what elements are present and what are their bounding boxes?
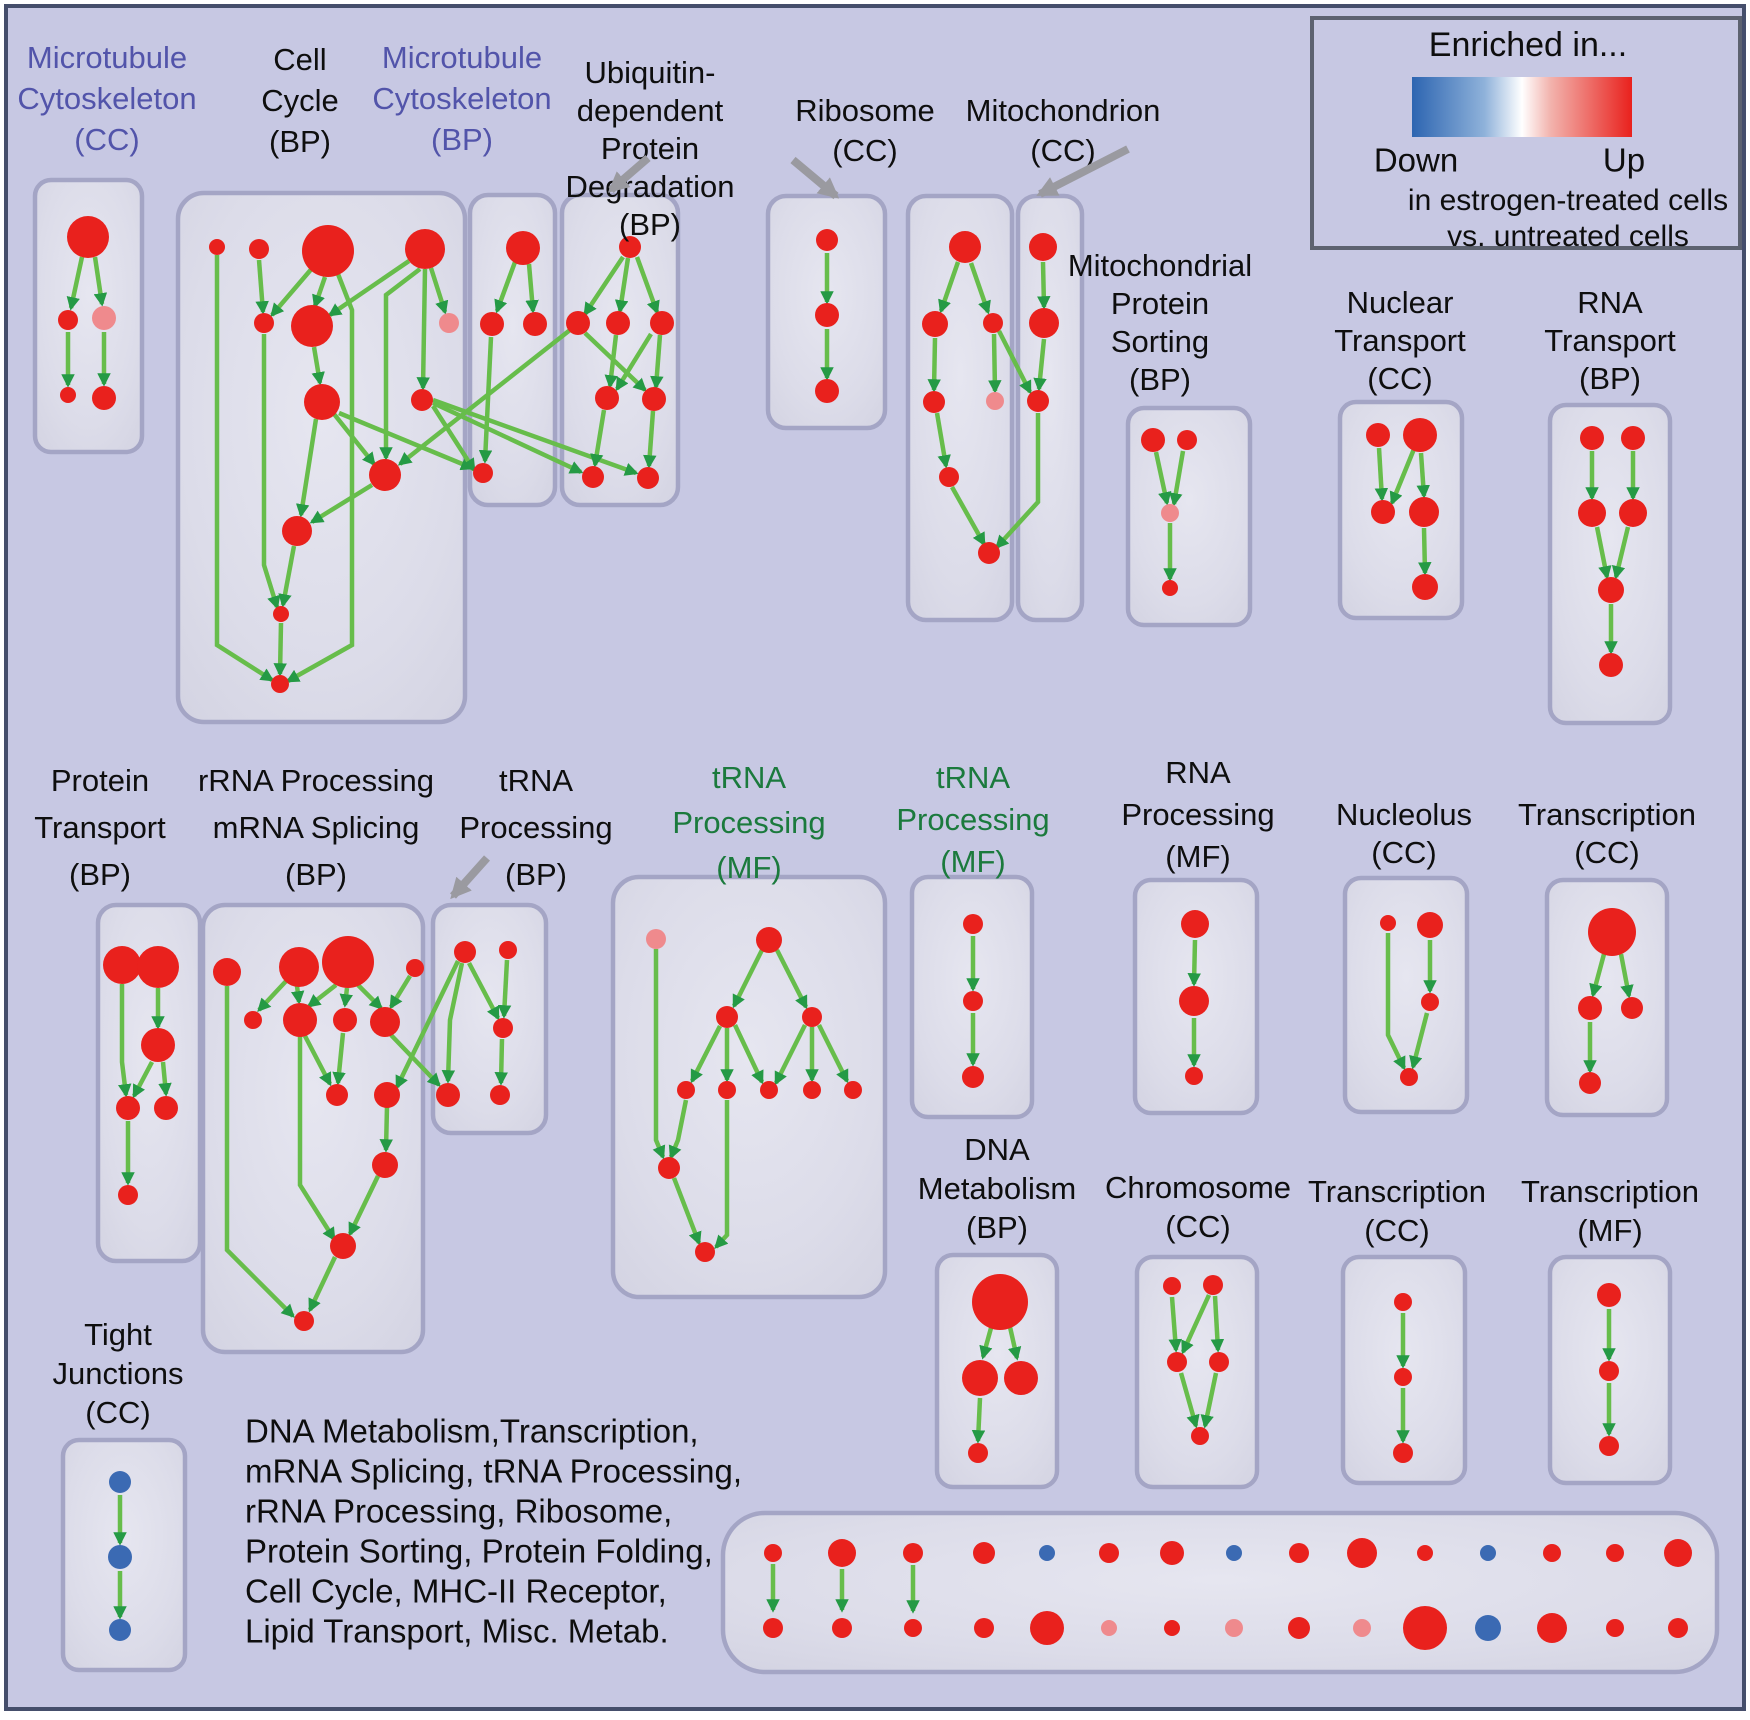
strip-node-bottom-red xyxy=(974,1618,994,1638)
go-term-node-red xyxy=(1177,430,1197,450)
annotation-line: mRNA Splicing, tRNA Processing, xyxy=(245,1452,743,1490)
strip-node-top-red xyxy=(1664,1539,1692,1567)
go-term-node-red xyxy=(249,239,269,259)
strip-node-bottom-red xyxy=(1164,1620,1180,1636)
go-term-node-red xyxy=(1029,308,1059,338)
go-term-node-red xyxy=(566,311,590,335)
go-term-node-red xyxy=(1366,423,1390,447)
go-term-node-red xyxy=(1403,418,1437,452)
go-term-node-red xyxy=(294,1311,314,1331)
edge-rna-processing-mf xyxy=(1194,940,1195,984)
go-term-node-red xyxy=(1599,1361,1619,1381)
cluster-label-transcription-mf: (MF) xyxy=(1577,1213,1643,1249)
strip-node-top-blue xyxy=(1480,1545,1496,1561)
cluster-label-transcription-mf: Transcription xyxy=(1520,1174,1700,1210)
edge-nuclear-transport xyxy=(1424,528,1425,573)
cluster-label-dna-metabolism: Metabolism xyxy=(917,1171,1077,1207)
go-term-node-red xyxy=(411,389,433,411)
cluster-label-cell-cycle: Cell xyxy=(273,42,327,78)
annotation-line: Protein Sorting, Protein Folding, xyxy=(245,1532,713,1570)
edge-cell-cycle xyxy=(423,269,425,388)
go-term-node-red xyxy=(962,1066,984,1088)
go-term-node-red xyxy=(756,927,782,953)
cluster-label-rna-transport: (BP) xyxy=(1579,361,1641,397)
go-term-node-red xyxy=(963,914,983,934)
cluster-label-tight-junctions: Junctions xyxy=(52,1356,184,1392)
cluster-label-mitochondrion: (CC) xyxy=(1030,133,1096,169)
go-term-node-red xyxy=(406,959,424,977)
go-term-node-red xyxy=(374,1082,400,1108)
cluster-label-rrna-processing-mrna-splicing: mRNA Splicing xyxy=(212,810,420,846)
go-term-node-red xyxy=(283,1003,317,1037)
cluster-label-trna-processing-bp: Processing xyxy=(459,810,613,846)
cluster-label-mitochondrion: Mitochondrion xyxy=(965,93,1161,129)
go-term-node-pink xyxy=(1161,504,1179,522)
cluster-box-chromosome xyxy=(1137,1257,1257,1487)
cluster-label-trna-processing-bp: (BP) xyxy=(505,857,567,893)
edge-protein-transport xyxy=(163,1062,166,1094)
go-term-node-red xyxy=(1185,1067,1203,1085)
go-term-node-pink xyxy=(646,929,666,949)
cluster-label-rna-processing-mf: (MF) xyxy=(1165,839,1231,875)
strip-node-bottom-red xyxy=(1403,1606,1447,1650)
go-term-node-red xyxy=(304,384,340,420)
cluster-label-rrna-processing-mrna-splicing: rRNA Processing xyxy=(197,763,435,799)
strip-node-top-red xyxy=(1543,1544,1561,1562)
go-term-node-red xyxy=(1597,1283,1621,1307)
strip-node-bottom-red xyxy=(1606,1619,1624,1637)
go-term-node-pink xyxy=(986,392,1004,410)
cluster-label-ubiquitin-degradation: Protein xyxy=(600,131,700,167)
cluster-label-cell-cycle: Cycle xyxy=(261,83,339,119)
go-term-node-red xyxy=(1400,1068,1418,1086)
strip-node-top-red xyxy=(1099,1543,1119,1563)
strip-node-bottom-red xyxy=(1668,1618,1688,1638)
go-term-node-red xyxy=(718,1081,736,1099)
go-term-node-red xyxy=(209,239,225,255)
cluster-label-rna-processing-mf: Processing xyxy=(1121,797,1275,833)
strip-node-top-red xyxy=(1606,1544,1624,1562)
go-term-node-red xyxy=(326,1084,348,1106)
go-term-node-blue xyxy=(109,1471,131,1493)
go-term-node-red xyxy=(116,1096,140,1120)
go-term-node-red xyxy=(760,1081,778,1099)
go-term-node-red xyxy=(1371,500,1395,524)
go-term-node-red xyxy=(333,1008,357,1032)
go-term-node-red xyxy=(1619,499,1647,527)
strip-node-top-blue xyxy=(1226,1545,1242,1561)
go-term-node-red xyxy=(473,463,493,483)
go-term-node-red xyxy=(1380,915,1396,931)
go-term-node-red xyxy=(1141,428,1165,452)
go-term-node-red xyxy=(1621,426,1645,450)
strip-node-top-blue xyxy=(1039,1545,1055,1561)
edge-rrna-processing-mrna-splicing xyxy=(345,988,347,1005)
go-term-node-red xyxy=(716,1006,738,1028)
cluster-label-protein-transport: (BP) xyxy=(69,857,131,893)
go-term-node-red xyxy=(405,229,445,269)
strip-node-bottom-red xyxy=(763,1618,783,1638)
go-term-node-red xyxy=(254,313,274,333)
go-term-node-red xyxy=(282,516,312,546)
go-term-node-red xyxy=(1394,1368,1412,1386)
strip-node-top-red xyxy=(1417,1545,1433,1561)
go-term-node-red xyxy=(1412,574,1438,600)
strip-node-bottom-red xyxy=(1537,1613,1567,1643)
legend-down-label: Down xyxy=(1373,141,1459,179)
strip-node-bottom-red xyxy=(832,1618,852,1638)
go-term-node-red xyxy=(923,391,945,413)
go-term-node-red xyxy=(1167,1352,1187,1372)
edge-ribosome xyxy=(994,334,995,391)
edge-rrna-processing-mrna-splicing xyxy=(297,986,299,1002)
cluster-label-trna-processing-mf-small: (MF) xyxy=(940,844,1006,880)
cluster-label-cell-cycle: (BP) xyxy=(269,124,331,160)
go-term-node-red xyxy=(1004,1361,1038,1395)
cluster-label-microtubule-cc: Cytoskeleton xyxy=(17,81,197,117)
go-term-node-red xyxy=(67,216,109,258)
go-term-node-red xyxy=(1599,1436,1619,1456)
go-term-node-red xyxy=(1621,997,1643,1019)
go-term-node-red xyxy=(815,303,839,327)
strip-node-bottom-pink xyxy=(1225,1619,1243,1637)
cluster-label-ribosome: (CC) xyxy=(832,133,898,169)
go-term-node-red xyxy=(1027,390,1049,412)
go-term-node-red xyxy=(506,231,540,265)
go-term-node-red xyxy=(322,936,374,988)
go-term-node-red xyxy=(103,946,141,984)
go-term-node-red xyxy=(330,1233,356,1259)
go-term-node-red xyxy=(1393,1443,1413,1463)
cluster-label-nuclear-transport: Transport xyxy=(1334,323,1466,359)
cluster-label-transcription-cc-mid: (CC) xyxy=(1574,835,1640,871)
strip-node-bottom-red xyxy=(1288,1617,1310,1639)
cluster-label-mitochondrial-protein-sorting: Protein xyxy=(1110,286,1210,322)
go-term-node-red xyxy=(279,947,319,987)
go-term-node-red xyxy=(962,1360,998,1396)
cluster-label-nuclear-transport: Nuclear xyxy=(1346,285,1454,321)
go-term-node-red xyxy=(1579,1072,1601,1094)
annotation-line: DNA Metabolism,Transcription, xyxy=(245,1412,699,1450)
cluster-label-ribosome: Ribosome xyxy=(795,93,935,129)
go-term-node-red xyxy=(815,379,839,403)
cluster-label-rrna-processing-mrna-splicing: (BP) xyxy=(285,857,347,893)
go-term-node-red xyxy=(1181,910,1209,938)
go-term-node-red xyxy=(1203,1275,1223,1295)
go-term-node-red xyxy=(480,312,504,336)
go-term-node-red xyxy=(844,1081,862,1099)
legend-subtitle-1: in estrogen-treated cells xyxy=(1407,183,1729,217)
edge-rrna-processing-mrna-splicing xyxy=(386,1106,387,1150)
go-term-node-red xyxy=(1162,580,1178,596)
cluster-label-ubiquitin-degradation: dependent xyxy=(576,93,724,129)
go-term-node-red xyxy=(436,1083,460,1107)
go-term-node-red xyxy=(273,606,289,622)
go-term-node-red xyxy=(154,1096,178,1120)
cluster-label-ubiquitin-degradation: Ubiquitin- xyxy=(584,55,716,91)
cluster-label-mitochondrial-protein-sorting: (BP) xyxy=(1129,362,1191,398)
go-term-node-red xyxy=(244,1011,262,1029)
cluster-label-trna-processing-bp: tRNA xyxy=(498,763,574,799)
go-term-node-red xyxy=(137,946,179,988)
go-term-node-red xyxy=(695,1242,715,1262)
go-term-node-red xyxy=(1421,993,1439,1011)
cluster-label-mitochondrial-protein-sorting: Sorting xyxy=(1110,324,1210,360)
strip-node-top-red xyxy=(1347,1538,1377,1568)
strip-node-top-red xyxy=(764,1544,782,1562)
cluster-label-transcription-cc-bottom: Transcription xyxy=(1307,1174,1487,1210)
go-term-node-red xyxy=(1598,577,1624,603)
go-term-node-red xyxy=(1394,1293,1412,1311)
legend-up-label: Up xyxy=(1602,141,1646,179)
go-term-node-red xyxy=(493,1018,513,1038)
go-term-node-red xyxy=(606,311,630,335)
go-term-node-red xyxy=(816,229,838,251)
go-term-node-red xyxy=(92,386,116,410)
edge-nuclear-transport xyxy=(1421,453,1424,496)
strip-node-top-red xyxy=(973,1542,995,1564)
cluster-label-protein-transport: Protein xyxy=(50,763,150,799)
strip-node-bottom-red xyxy=(1030,1611,1064,1645)
go-term-node-red xyxy=(141,1028,175,1062)
cluster-label-microtubule-bp: (BP) xyxy=(431,122,493,158)
annotation-line: Lipid Transport, Misc. Metab. xyxy=(245,1612,669,1650)
legend-subtitle-2: vs. untreated cells xyxy=(1447,219,1689,253)
cluster-label-trna-processing-mf-large: tRNA xyxy=(711,760,787,796)
cluster-label-nucleolus: Nucleolus xyxy=(1335,797,1473,833)
go-term-node-red xyxy=(939,467,959,487)
go-term-node-red xyxy=(499,941,517,959)
go-term-node-red xyxy=(369,459,401,491)
cluster-label-dna-metabolism: DNA xyxy=(964,1132,1030,1168)
go-term-node-pink xyxy=(92,306,116,330)
annotation-line: rRNA Processing, Ribosome, xyxy=(245,1492,673,1530)
go-term-node-red xyxy=(302,225,354,277)
edge-dna-metabolism xyxy=(978,1398,980,1441)
go-term-node-red xyxy=(1599,653,1623,677)
go-term-node-red xyxy=(454,941,476,963)
go-term-node-red xyxy=(1029,233,1057,261)
cluster-label-trna-processing-mf-small: Processing xyxy=(896,802,1050,838)
cluster-label-microtubule-cc: (CC) xyxy=(74,122,140,158)
strip-node-top-red xyxy=(828,1539,856,1567)
strip-node-bottom-red xyxy=(904,1619,922,1637)
cluster-label-microtubule-bp: Cytoskeleton xyxy=(372,81,552,117)
edge-cell-cycle xyxy=(280,623,281,674)
go-term-node-red xyxy=(1179,986,1209,1016)
strip-node-bottom-pink xyxy=(1353,1619,1371,1637)
go-term-node-red xyxy=(490,1085,510,1105)
strip-node-top-red xyxy=(1160,1541,1184,1565)
cluster-label-trna-processing-mf-small: tRNA xyxy=(935,760,1011,796)
cluster-label-microtubule-bp: Microtubule xyxy=(381,40,543,76)
edge-trna-processing-bp xyxy=(504,960,507,1016)
go-term-node-blue xyxy=(109,1619,131,1641)
go-term-node-red xyxy=(291,305,333,347)
legend-gradient-bar xyxy=(1412,77,1632,137)
annotation-line: Cell Cycle, MHC-II Receptor, xyxy=(245,1572,667,1610)
go-term-node-red xyxy=(1580,426,1604,450)
go-term-node-red xyxy=(1578,499,1606,527)
edge-nuclear-transport xyxy=(1379,448,1382,499)
go-term-node-red xyxy=(58,310,78,330)
cluster-label-transcription-cc-mid: Transcription xyxy=(1517,797,1697,833)
go-term-node-red xyxy=(1588,908,1636,956)
go-term-node-red xyxy=(595,386,619,410)
strip-node-top-red xyxy=(1289,1543,1309,1563)
go-term-node-red xyxy=(1409,497,1439,527)
go-term-node-red xyxy=(803,1081,821,1099)
go-term-node-red xyxy=(213,958,241,986)
go-term-node-red xyxy=(949,231,981,263)
cluster-label-trna-processing-mf-large: (MF) xyxy=(716,850,782,886)
go-term-node-red xyxy=(1209,1352,1229,1372)
go-term-node-red xyxy=(677,1081,695,1099)
go-term-node-red xyxy=(1163,1277,1181,1295)
go-term-node-pink xyxy=(439,313,459,333)
go-term-node-red xyxy=(972,1274,1028,1330)
strip-node-bottom-blue xyxy=(1475,1615,1501,1641)
go-term-node-red xyxy=(582,466,604,488)
cluster-label-chromosome: (CC) xyxy=(1165,1209,1231,1245)
cluster-label-dna-metabolism: (BP) xyxy=(966,1210,1028,1246)
cluster-box-nuclear-transport xyxy=(1340,402,1462,618)
go-term-node-red xyxy=(650,311,674,335)
go-term-node-red xyxy=(118,1185,138,1205)
go-term-node-red xyxy=(983,313,1003,333)
go-term-node-red xyxy=(60,387,76,403)
cluster-label-nuclear-transport: (CC) xyxy=(1367,361,1433,397)
cluster-label-rna-processing-mf: RNA xyxy=(1165,755,1231,791)
cluster-label-protein-transport: Transport xyxy=(34,810,166,846)
cluster-label-chromosome: Chromosome xyxy=(1104,1170,1292,1206)
strip-node-top-red xyxy=(903,1543,923,1563)
go-term-node-red xyxy=(271,675,289,693)
go-term-node-red xyxy=(978,542,1000,564)
cluster-label-trna-processing-mf-large: Processing xyxy=(672,805,826,841)
legend-title: Enriched in... xyxy=(1428,25,1628,64)
cluster-label-mitochondrial-protein-sorting: Mitochondrial xyxy=(1067,248,1253,284)
edge-trna-processing-bp xyxy=(501,1039,502,1083)
go-term-node-red xyxy=(802,1007,822,1027)
go-term-node-red xyxy=(658,1157,680,1179)
cluster-label-transcription-cc-bottom: (CC) xyxy=(1364,1213,1430,1249)
go-term-node-red xyxy=(922,311,948,337)
go-term-node-red xyxy=(968,1443,988,1463)
go-term-node-red xyxy=(963,991,983,1011)
edge-ribosome xyxy=(934,338,935,390)
go-term-node-red xyxy=(1578,996,1602,1020)
edge-chromosome xyxy=(1215,1296,1218,1350)
cluster-label-microtubule-cc: Microtubule xyxy=(26,40,188,76)
cluster-label-rna-transport: RNA xyxy=(1577,285,1643,321)
cluster-label-rna-transport: Transport xyxy=(1544,323,1676,359)
cluster-label-tight-junctions: (CC) xyxy=(85,1395,151,1431)
cluster-box-bottom-strip xyxy=(723,1513,1717,1672)
go-term-node-red xyxy=(372,1152,398,1178)
go-term-node-red xyxy=(523,312,547,336)
cluster-label-ubiquitin-degradation: Degradation xyxy=(565,169,735,205)
go-term-node-red xyxy=(642,387,666,411)
go-term-node-red xyxy=(637,467,659,489)
go-term-node-red xyxy=(1191,1427,1209,1445)
cluster-label-ubiquitin-degradation: (BP) xyxy=(619,207,681,243)
strip-node-bottom-pink xyxy=(1101,1620,1117,1636)
go-term-node-red xyxy=(370,1007,400,1037)
cluster-label-nucleolus: (CC) xyxy=(1371,835,1437,871)
go-term-node-red xyxy=(1417,912,1443,938)
cluster-label-tight-junctions: Tight xyxy=(84,1317,152,1353)
go-term-node-blue xyxy=(108,1545,132,1569)
edge-mitochondrion xyxy=(1043,262,1044,307)
